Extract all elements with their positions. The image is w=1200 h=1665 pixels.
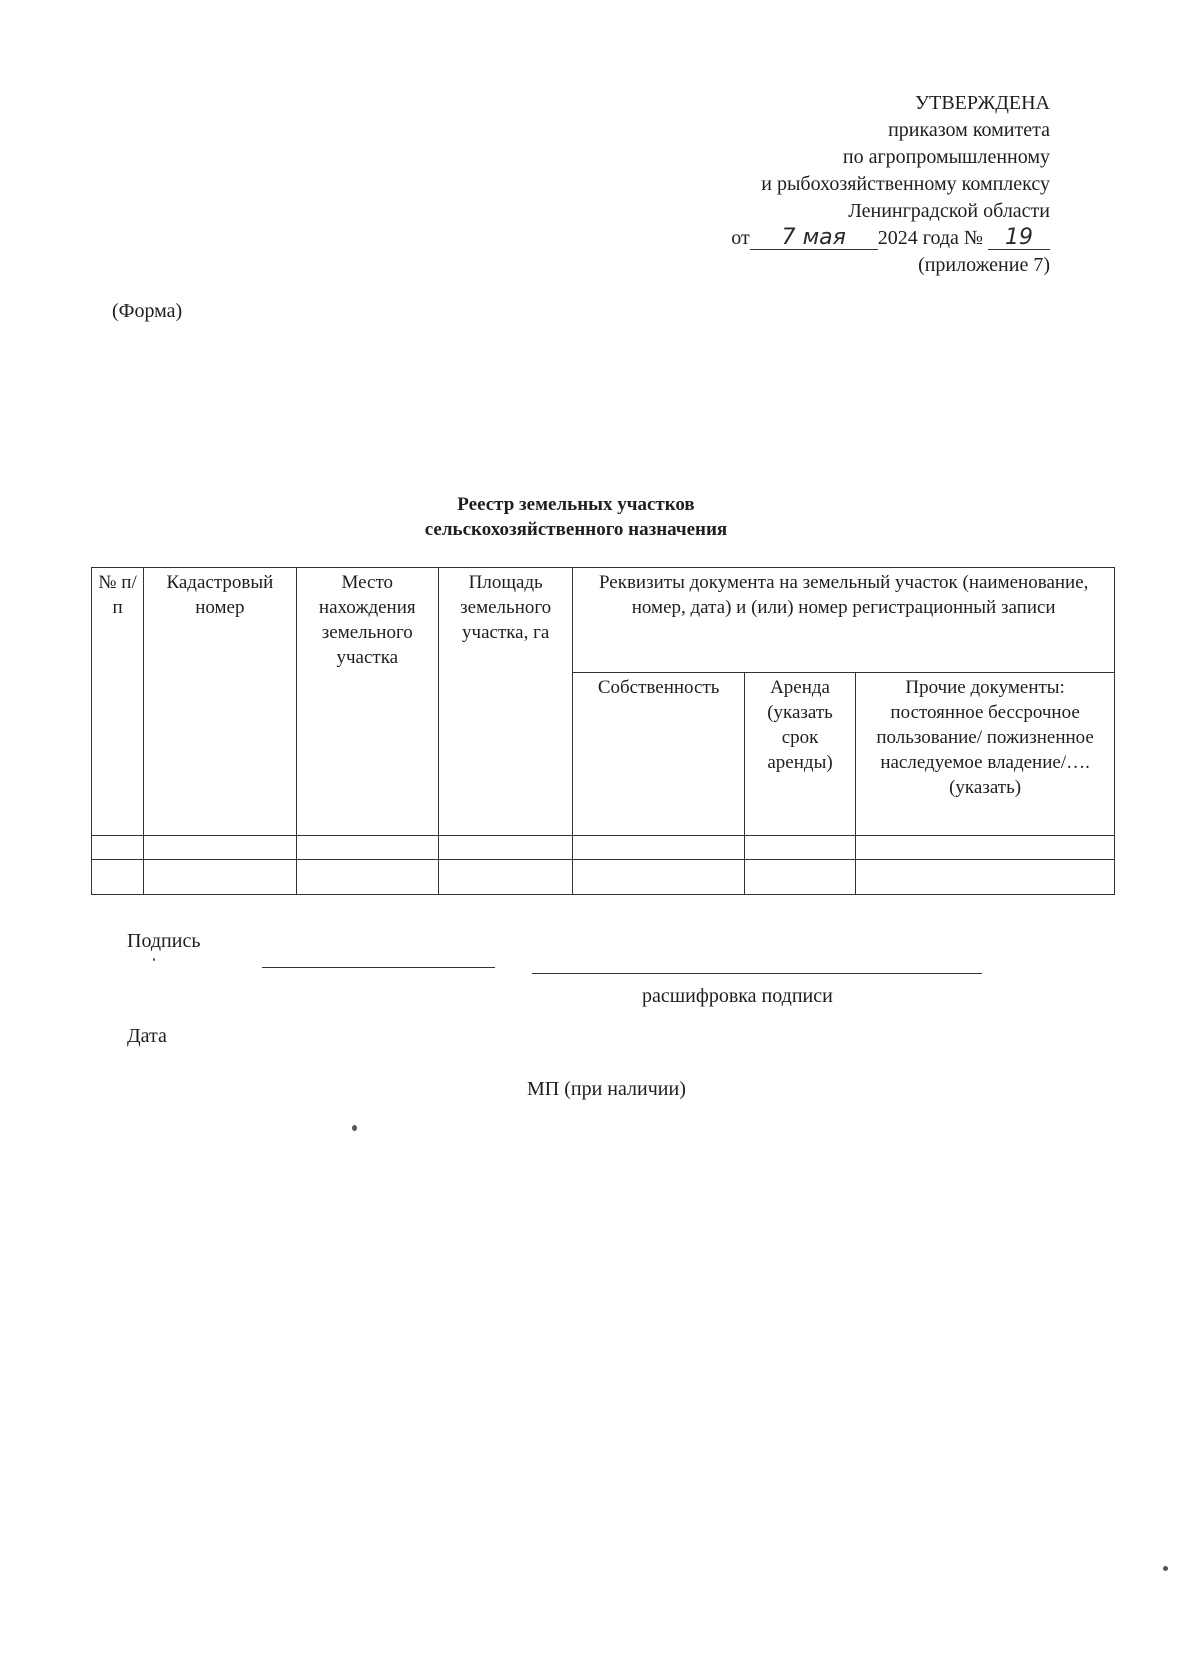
registry-table [91,567,1115,895]
approval-line: приказом комитета [888,119,1050,141]
handwritten-date: 7 мая [750,227,878,250]
approval-line: и рыбохозяйственному комплексу [761,173,1050,195]
document-title [0,492,1152,542]
table-cell[interactable] [144,836,296,860]
signature-decode-line[interactable] [532,973,982,974]
approval-title: УТВЕРЖДЕНА [914,92,1050,114]
table-cell[interactable] [573,860,745,895]
handwritten-number: 19 [988,227,1050,250]
table-cell[interactable] [144,860,296,895]
scan-speck [153,958,155,961]
subheader-ownership: Собственность [573,673,745,836]
signature-label: Подпись [127,930,201,952]
table-cell[interactable] [573,836,745,860]
title-line: сельскохозяйственного назначения [424,519,728,540]
approval-appendix: (приложение 7) [918,254,1050,276]
table-cell[interactable] [744,860,855,895]
table-cell[interactable] [296,860,438,895]
signature-line[interactable] [262,967,495,968]
approval-block [731,90,1050,279]
signature-decode-label: расшифровка подписи [642,985,833,1007]
table-cell[interactable] [296,836,438,860]
date-label: Дата [127,1025,167,1047]
scan-speck [352,1125,357,1131]
table-cell[interactable] [438,860,572,895]
table-cell[interactable] [744,836,855,860]
subheader-other: Прочие документы: постоянное бессрочное пользование/ пожизненное наследуемое владение/….(указать) [856,673,1115,836]
approval-date-line [731,225,1050,252]
table-cell[interactable] [92,836,144,860]
table-cell[interactable] [92,860,144,895]
approval-year: 2024 года № [877,227,983,249]
approval-prefix: от [731,227,750,249]
table-row [92,836,1115,860]
table-header-row [92,568,1115,673]
table-cell[interactable] [438,836,572,860]
table-cell[interactable] [856,860,1115,895]
approval-line: по агропромышленному [842,146,1050,168]
header-num: № п/п [92,568,144,836]
header-location: Место нахождения земельного участка [296,568,438,836]
table-row [92,860,1115,895]
header-area: Площадь земельного участка, га [438,568,572,836]
table-cell[interactable] [856,836,1115,860]
header-requisites: Реквизиты документа на земельный участок (наименование, номер, дата) и (или) номер регистрационный записи [573,568,1115,673]
approval-line: Ленинградской области [848,200,1050,222]
subheader-lease: Аренда (указать срок аренды) [744,673,855,836]
form-label: (Форма) [112,300,183,322]
title-line: Реестр земельных участков [457,494,695,515]
stamp-label: МП (при наличии) [527,1078,686,1100]
header-cadastral: Кадастровый номер [144,568,296,836]
scan-speck [1163,1566,1168,1571]
